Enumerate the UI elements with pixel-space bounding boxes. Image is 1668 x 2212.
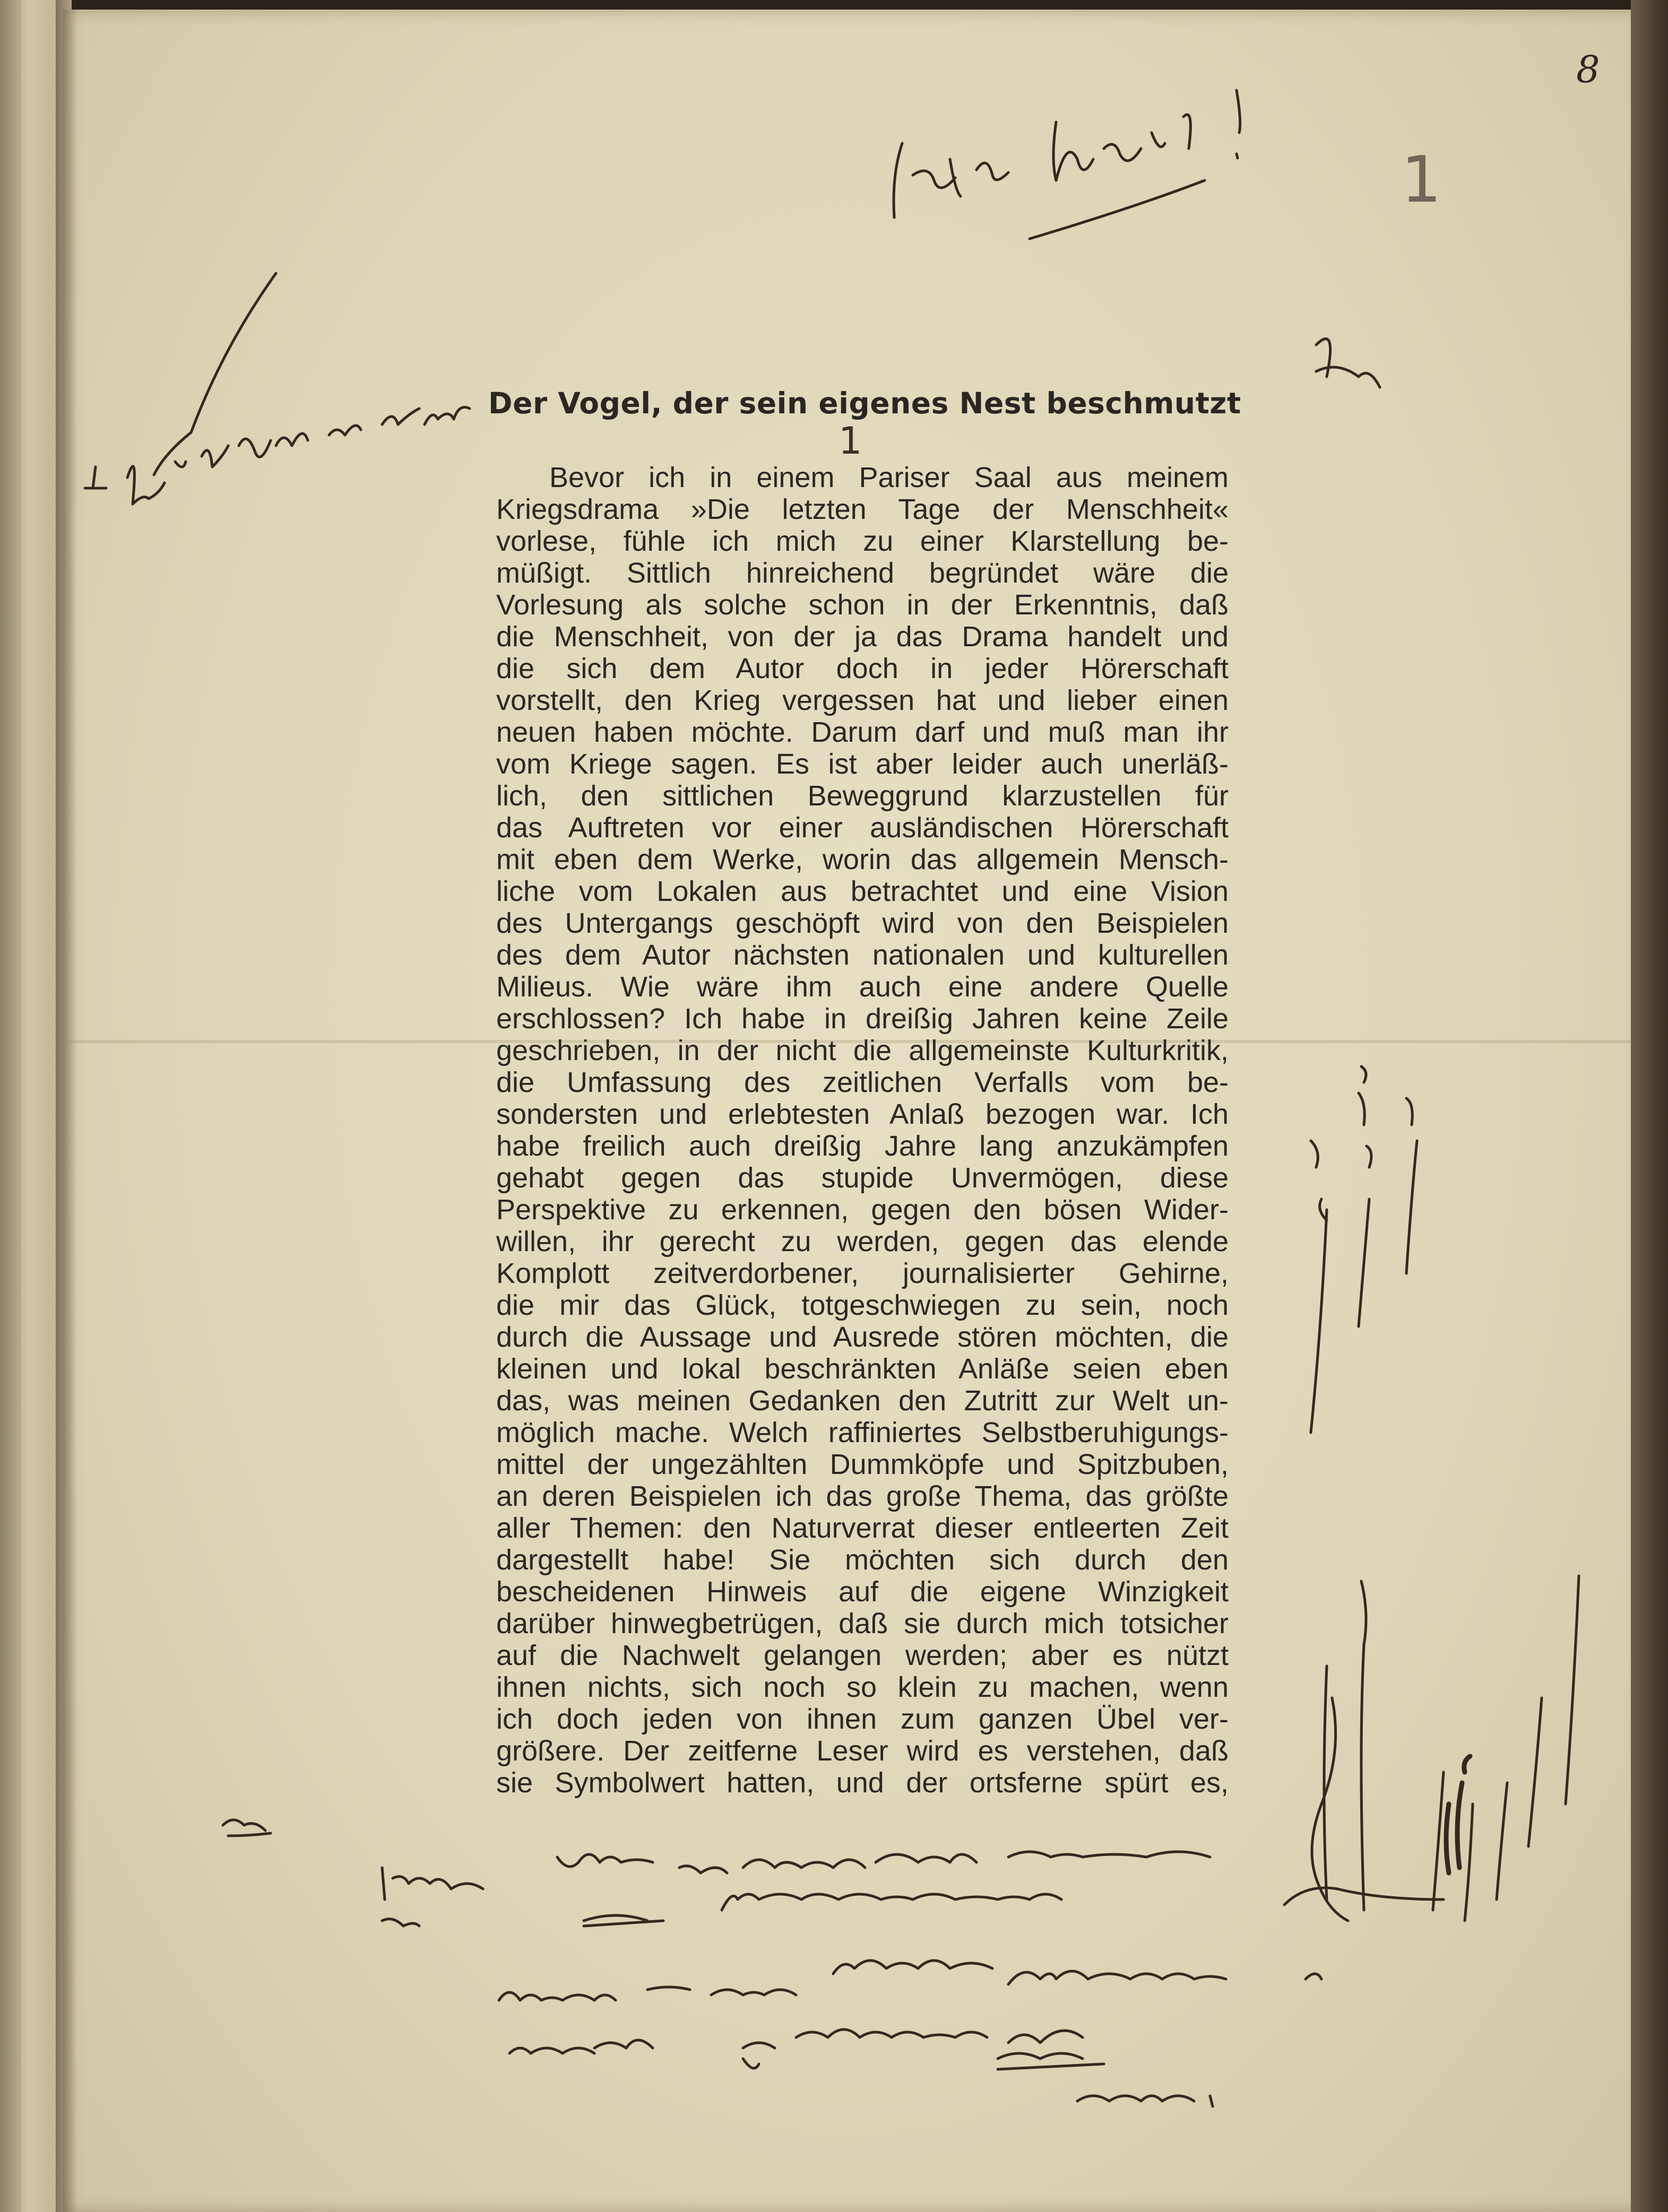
- text-line: sondersten und erlebtesten Anlaß bezogen war. Ich: [496, 1098, 1229, 1130]
- text-line: Vorlesung als solche schon in der Erkenntnis, daß: [496, 589, 1229, 621]
- text-line: die Umfassung des zeitlichen Verfalls vom be-: [496, 1066, 1229, 1098]
- text-line: an deren Beispielen ich das große Thema, das größte: [496, 1480, 1229, 1512]
- text-line: lich, den sittlichen Beweggrund klarzustellen für: [496, 780, 1229, 812]
- text-line: liche vom Lokalen aus betrachtet und eine Vision: [496, 875, 1229, 907]
- text-line: die mir das Glück, totgeschwiegen zu sein, noch: [496, 1289, 1229, 1321]
- ink-header-mark: [1316, 339, 1380, 387]
- text-line: das, was meinen Gedanken den Zutritt zur Welt un-: [496, 1385, 1229, 1417]
- text-line: darüber hinwegbetrügen, daß sie durch mich totsicher: [496, 1608, 1229, 1640]
- text-line: des Untergangs geschöpft wird von den Beispielen: [496, 907, 1229, 939]
- ink-bottom-line-1: [382, 1852, 1210, 1899]
- ink-bottom-mark: [223, 1820, 271, 1836]
- text-line: ihnen nichts, sich noch so klein zu machen, wenn: [496, 1671, 1229, 1703]
- text-line: Komplott zeitverdorbener, journalisierter Gehirne,: [496, 1257, 1229, 1289]
- text-line: Milieus. Wie wäre ihm auch eine andere Quelle: [496, 971, 1229, 1003]
- text-line: dargestellt habe! Sie möchten sich durch den: [496, 1544, 1229, 1576]
- section-marker: 1: [1401, 143, 1442, 217]
- ink-margin-note: [85, 407, 470, 505]
- text-line: müßigt. Sittlich hinreichend begründet wäre die: [496, 557, 1229, 589]
- text-line: bescheidenen Hinweis auf die eigene Winzigkeit: [496, 1576, 1229, 1608]
- text-line: aller Themen: den Naturverrat dieser entleerten Zeit: [496, 1512, 1229, 1544]
- text-line: das Auftreten vor einer ausländischen Hörerschaft: [496, 812, 1229, 844]
- text-line: möglich mache. Welch raffiniertes Selbstberuhigungs-: [496, 1417, 1229, 1448]
- text-line: neuen haben möchte. Darum darf und muß man ihr: [496, 716, 1229, 748]
- ink-bottom-line-4: [509, 2029, 1083, 2068]
- text-line: auf die Nachwelt gelangen werden; aber es nützt: [496, 1640, 1229, 1671]
- text-line: die Menschheit, von der ja das Drama handelt und: [496, 621, 1229, 653]
- text-line: kleinen und lokal beschränkten Anläße seien eben: [496, 1353, 1229, 1385]
- text-line: vom Kriege sagen. Es ist aber leider auch unerläß-: [496, 748, 1229, 780]
- text-line: mit eben dem Werke, worin das allgemein Mensch-: [496, 844, 1229, 875]
- ink-bottom-line-3: [499, 1961, 1321, 2000]
- ink-right-note-2: [1359, 1066, 1371, 1326]
- page-number: 8: [1576, 48, 1600, 91]
- text-line: Bevor ich in einem Pariser Saal aus meinem: [549, 462, 1229, 493]
- text-line: geschrieben, in der nicht die allgemeinste Kulturkritik,: [496, 1035, 1229, 1066]
- ink-margin-line: [154, 273, 276, 475]
- ink-bold-vertical: [1446, 1756, 1470, 1873]
- insertion-marker: 1: [839, 419, 862, 463]
- ink-right-note-1: [1311, 1141, 1327, 1433]
- text-line: gehabt gegen das stupide Unvermögen, diese: [496, 1162, 1229, 1194]
- text-line: Kriegsdrama »Die letzten Tage der Menschheit«: [496, 493, 1229, 525]
- text-line: durch die Aussage und Ausrede stören möchten, die: [496, 1321, 1229, 1353]
- ink-right-note-5: [1324, 1581, 1366, 1910]
- text-line: sie Symbolwert hatten, und der ortsferne spürt es,: [496, 1767, 1229, 1799]
- text-line: die sich dem Autor doch in jeder Hörerschaft: [496, 653, 1229, 684]
- ink-heading-scribble: [894, 90, 1240, 239]
- text-line: größere. Der zeitferne Leser wird es verstehen, daß: [496, 1735, 1229, 1767]
- text-line: willen, ihr gerecht zu werden, gegen das elende: [496, 1226, 1229, 1257]
- article-title: Der Vogel, der sein eigenes Nest beschmutzt: [488, 386, 1241, 420]
- text-line: habe freilich auch dreißig Jahre lang anzukämpfen: [496, 1130, 1229, 1162]
- text-line: vorstellt, den Krieg vergessen hat und lieber einen: [496, 684, 1229, 716]
- text-line: Perspektive zu erkennen, gegen den bösen Wider-: [496, 1194, 1229, 1226]
- ink-bottom-line-5: [998, 2053, 1213, 2106]
- ink-bottom-line-2: [382, 1894, 1061, 1926]
- text-line: ich doch jeden von ihnen zum ganzen Übel ver-: [496, 1703, 1229, 1735]
- ink-right-note-4: [1433, 1576, 1579, 1921]
- text-line: des dem Autor nächsten nationalen und kulturellen: [496, 939, 1229, 971]
- ink-right-note-3: [1406, 1098, 1417, 1273]
- text-line: mittel der ungezählten Dummköpfe und Spitzbuben,: [496, 1448, 1229, 1480]
- text-line: vorlese, fühle ich mich zu einer Klarstellung be-: [496, 525, 1229, 557]
- text-line: erschlossen? Ich habe in dreißig Jahren keine Zeile: [496, 1003, 1229, 1035]
